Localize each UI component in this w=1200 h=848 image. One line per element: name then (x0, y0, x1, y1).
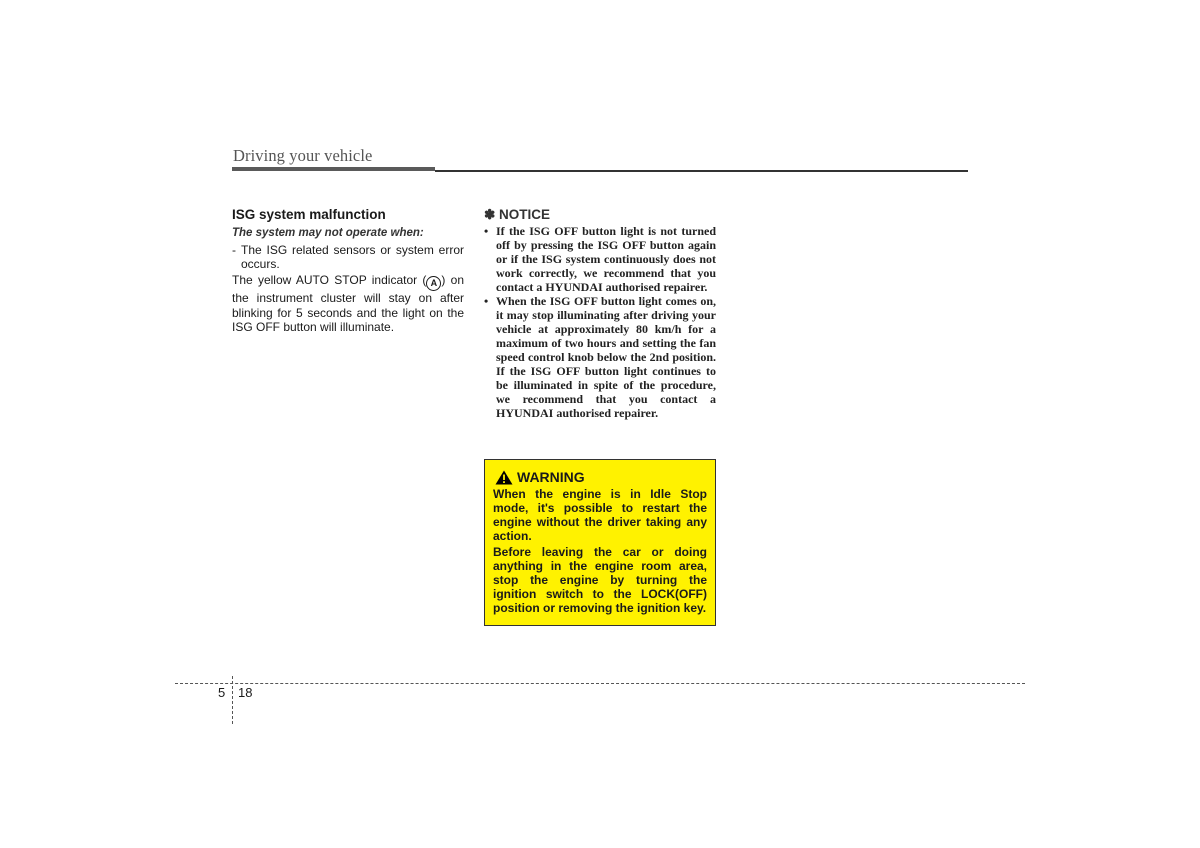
notice-item-text: If the ISG OFF button light is not turned off by pressing the ISG OFF button again or if the ISG system continuously does not work correctly, we recommend that you contact a HYUNDAI authorised repairer. (496, 224, 716, 294)
indicator-paragraph (232, 273, 464, 334)
notice-item (484, 294, 716, 420)
notice-title: ✽ NOTICE (484, 207, 551, 222)
footer-divider (232, 676, 233, 724)
warning-paragraph: Before leaving the car or doing anything in the engine room area, stop the engine by turning the ignition switch to the LOCK(OFF) position or removing the ignition key. (493, 545, 707, 615)
list-item: - The ISG related sensors or system error occurs. (232, 243, 464, 272)
warning-triangle-icon (495, 470, 513, 485)
subheading: The system may not operate when: (232, 227, 424, 239)
section-title: ISG system malfunction (232, 207, 386, 222)
auto-stop-indicator-icon: A (426, 276, 441, 291)
bullet-icon: • (484, 294, 489, 308)
warning-paragraph: When the engine is in Idle Stop mode, it's possible to restart the engine without the driver taking any action. (493, 487, 707, 543)
chapter-number: 5 (218, 685, 226, 700)
notice-list (484, 224, 716, 420)
warning-box (484, 459, 716, 626)
section-header-title: Driving your vehicle (233, 146, 373, 165)
right-column (484, 207, 716, 420)
header-rule-thin (435, 170, 968, 172)
warning-title: WARNING (517, 469, 585, 485)
bullet-icon: • (484, 224, 489, 238)
notice-item (484, 224, 716, 294)
footer-rule (175, 683, 1025, 684)
list-item-text: The ISG related sensors or system error occurs. (241, 243, 464, 272)
page-number: 18 (238, 685, 253, 700)
header-rule-thick (232, 167, 435, 171)
indicator-text-before: The yellow AUTO STOP indicator ( (232, 273, 427, 288)
warning-header (493, 468, 707, 486)
left-column (232, 207, 464, 334)
indicator-text-after: ) on the instrument cluster will stay on after blinking for 5 seconds and the light on the ISG OFF button will illuminate. (232, 273, 464, 334)
notice-item-text: When the ISG OFF button light comes on, it may stop illuminating after driving your vehicle at approximately 80 km/h for a maximum of two hours and setting the fan speed control knob below the 2nd position. If the ISG OFF button light continues to be illuminated in spite of the procedure, we recommend that you contact a HYUNDAI authorised repairer. (496, 294, 716, 420)
